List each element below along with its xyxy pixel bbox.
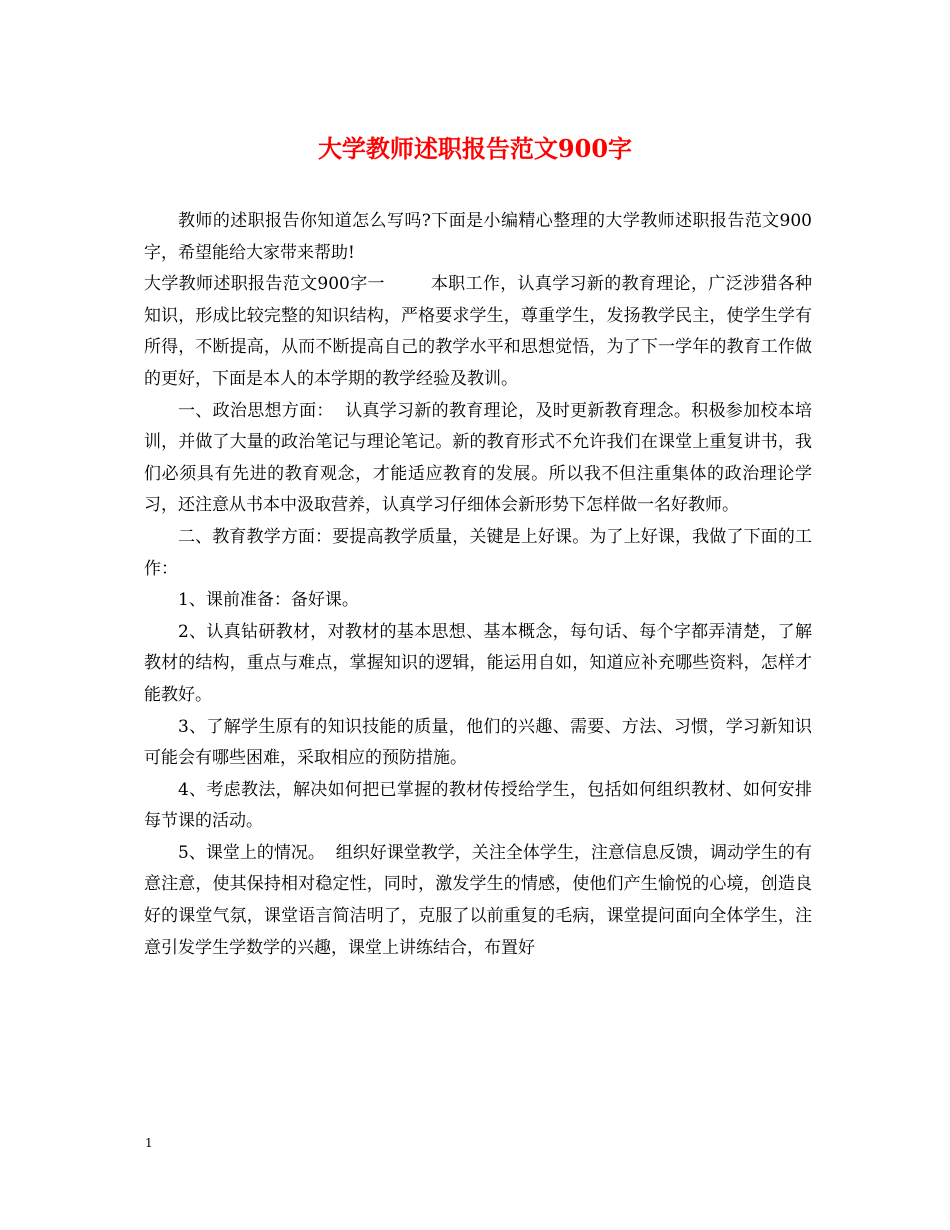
document-body bbox=[144, 206, 812, 964]
document-title: 大学教师述职报告范文900字 bbox=[317, 134, 633, 163]
page-number: 1 bbox=[145, 1136, 153, 1150]
list-item-4: 4、考虑教法，解决如何把已掌握的教材传授给学生，包括如何组织教材、如何安排每节课的活动。 bbox=[144, 779, 812, 832]
list-item-2: 2、认真钻研教材，对教材的基本思想、基本概念，每句话、每个字都弄清楚，了解教材的结构，重点与难点，掌握知识的逻辑，能运用自如，知道应补充哪些资料，怎样才能教好。 bbox=[144, 621, 812, 705]
section-heading-paragraph: 大学教师述职报告范文900字一 本职工作，认真学习新的教育理论，广泛涉猎各种知识，形成比较完整的知识结构，严格要求学生，尊重学生，发扬教学民主，使学生学有所得，不断提高，从而不断提高自己的教学水平和思想觉悟，为了下一学年的教育工作做的更好，下面是本人的本学期的教学经验及教训。 bbox=[144, 274, 812, 389]
list-item-3: 3、了解学生原有的知识技能的质量，他们的兴趣、需要、方法、习惯，学习新知识可能会有哪些困难，采取相应的预防措施。 bbox=[144, 716, 812, 769]
list-item-5: 5、课堂上的情况。 组织好课堂教学，关注全体学生，注意信息反馈，调动学生的有意注意，使其保持相对稳定性，同时，激发学生的情感，使他们产生愉悦的心境，创造良好的课堂气氛，课堂语言简洁明了，克服了以前重复的毛病，课堂提问面向全体学生，注意引发学生学数学的兴趣，课堂上讲练结合，布置好 bbox=[144, 842, 812, 958]
list-item-1: 1、课前准备：备好课。 bbox=[178, 590, 359, 611]
political-thought-paragraph: 一、政治思想方面： 认真学习新的教育理论，及时更新教育理念。积极参加校本培训，并做了大量的政治笔记与理论笔记。新的教育形式不允许我们在课堂上重复讲书，我们必须具有先进的教育观念，才能适应教育的发展。所以我不但注重集体的政治理论学习，还注意从书本中汲取营养，认真学习仔细体会新形势下怎样做一名好教师。 bbox=[144, 400, 812, 516]
teaching-paragraph: 二、教育教学方面：要提高教学质量，关键是上好课。为了上好课，我做了下面的工作： bbox=[144, 526, 812, 579]
intro-paragraph: 教师的述职报告你知道怎么写吗?下面是小编精心整理的大学教师述职报告范文900字，希望能给大家带来帮助! bbox=[144, 211, 812, 263]
